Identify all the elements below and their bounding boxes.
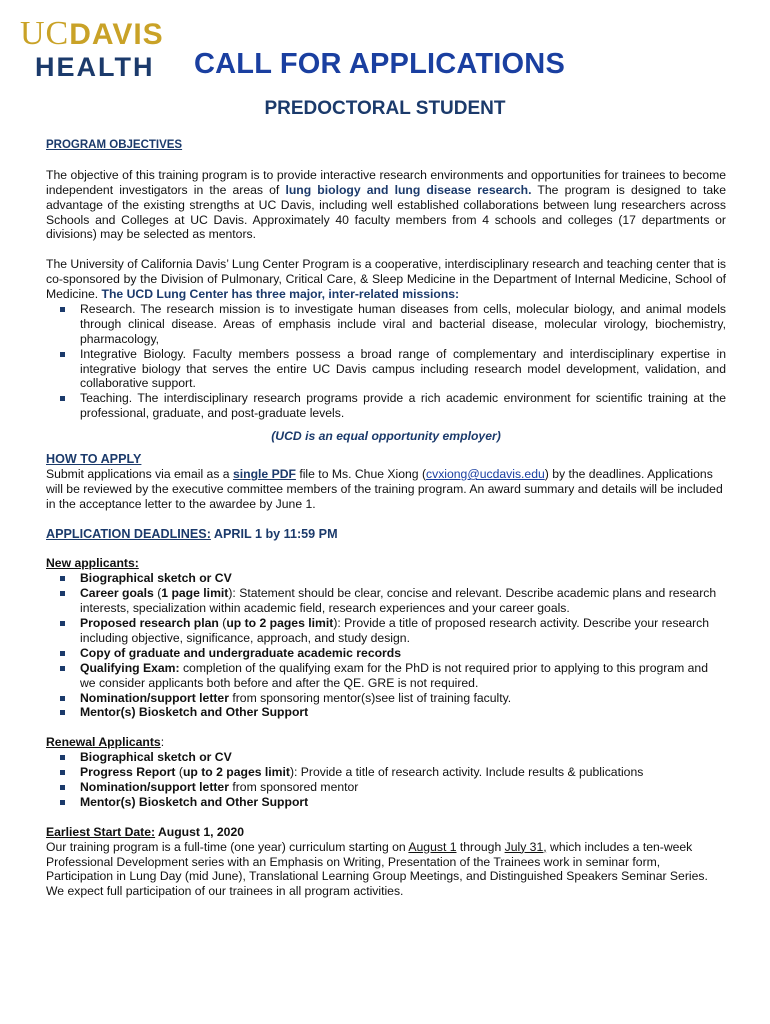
eeo-statement: (UCD is an equal opportunity employer) <box>271 429 501 444</box>
start-jul31: July 31, <box>504 839 547 854</box>
objectives-p2-text-a: The University of California Davis’ Lung Center Program is a cooperative, interdisciplinary research and teaching center that is co-sponsored by the Division of Pulmonary, Critical Care, & Sleep Medicine in the Department of Internal Medicine, School of Medicine. <box>46 257 726 302</box>
deadlines-heading: APPLICATION DEADLINES: <box>46 526 211 541</box>
list-item <box>46 616 726 646</box>
bullet-icon <box>60 696 65 701</box>
apply-text-c: ) by the deadlines. Applications will be reviewed by the executive committee members of the training program. An award summary and details will be included in the acceptance letter to the awardee by June 1. <box>46 467 723 511</box>
renewal-heading-text: Renewal Applicants <box>46 735 161 750</box>
new-item-qualifying-exam-label: Qualifying Exam: <box>80 660 180 675</box>
list-item <box>46 765 726 780</box>
paren-open: ( <box>218 616 227 631</box>
new-item-research-plan-label: Proposed research plan <box>80 616 219 631</box>
objectives-paragraph-1 <box>46 168 726 243</box>
list-item <box>46 661 726 691</box>
bullet-icon <box>60 755 65 760</box>
new-applicants-heading: New applicants: <box>46 556 139 571</box>
start-text-b: which includes a ten-week Professional Development series with an Emphasis on Writing, Presentation of the Trainees work in seminar form, Participation in Lung Day (mid June), Translational Learning Group Meetings, and Distinguished Speakers Seminar Series. We expect full participation of our trainees in all program activities. <box>46 839 708 899</box>
list-item <box>46 646 726 661</box>
objectives-p1-text-a: The objective of this training program is to provide interactive research environments and opportunities for trainees to become independent investigators in the areas of <box>46 167 726 197</box>
bullet-icon <box>60 710 65 715</box>
logo-health-text: HEALTH <box>35 52 155 82</box>
objectives-p1-text-b: The program is designed to take advantage of the existing strengths at UC Davis, including well established collaborations between lung researchers across Schools and Colleges at UC Davis. Approximately 40 faculty members from 4 schools and colleges (17 departments or divisions) may be selected as mentors. <box>46 182 726 242</box>
bullet-icon <box>60 651 65 656</box>
renewal-item-progress-text: ): Provide a title of research activity. Include results & publications <box>289 765 644 780</box>
renewal-heading <box>46 735 726 750</box>
bullet-icon <box>60 352 65 357</box>
new-item-career-goals-text: ): Statement should be clear, concise and relevant. Describe academic plans and research interests, specialization within academic field, research experiences and your career goals. <box>80 586 717 616</box>
paren-open: ( <box>175 765 183 780</box>
list-item <box>46 391 726 421</box>
bullet-icon <box>60 666 65 671</box>
start-aug1: August 1 <box>408 839 457 854</box>
bullet-icon <box>60 621 65 626</box>
bullet-icon <box>60 307 65 312</box>
renewal-item-biosketch: Biographical sketch or CV <box>80 750 232 765</box>
renewal-item-nomination-label: Nomination/support letter <box>80 779 229 794</box>
start-date-label: Earliest Start Date: <box>46 824 156 839</box>
logo-uc-text: UC <box>20 15 70 52</box>
deadlines-line <box>46 527 726 542</box>
renewal-item-mentor-biosketch: Mentor(s) Biosketch and Other Support <box>80 794 309 809</box>
page-subtitle: PREDOCTORAL STUDENT <box>264 98 506 119</box>
how-to-apply-paragraph <box>46 467 726 512</box>
start-date-value: August 1, 2020 <box>155 824 245 839</box>
document-body <box>46 138 726 899</box>
new-item-nomination-text: from sponsoring mentor(s)see list of training faculty. <box>228 690 512 705</box>
page-title: CALL FOR APPLICATIONS <box>194 48 565 80</box>
apply-text-a: Submit applications via email as a <box>46 467 233 481</box>
renewal-item-nomination-text: from sponsored mentor <box>228 779 359 794</box>
new-item-qualifying-exam-text: completion of the qualifying exam for the PhD is not required prior to applying to this program and we consider applicants both before and after the QE. GRE is not required. <box>80 660 708 690</box>
mission-integrative-biology: Integrative Biology. Faculty members possess a broad range of complementary and interdisciplinary expertise in integrative biology that serves the entire UC Davis campus including research model development, validation, and collaborative support. <box>80 346 726 391</box>
how-to-apply-heading: HOW TO APPLY <box>46 452 142 467</box>
objectives-paragraph-2 <box>46 257 726 302</box>
list-item <box>46 795 726 810</box>
new-item-mentor-biosketch: Mentor(s) Biosketch and Other Support <box>80 705 309 720</box>
objectives-p2-highlight: The UCD Lung Center has three major, inter-related missions: <box>101 287 460 302</box>
list-item <box>46 750 726 765</box>
objectives-heading: PROGRAM OBJECTIVES <box>46 139 183 151</box>
start-through: through <box>456 839 505 854</box>
missions-list <box>46 302 726 421</box>
renewal-item-progress-label: Progress Report <box>80 765 176 780</box>
new-item-biosketch: Biographical sketch or CV <box>80 571 232 586</box>
list-item <box>46 347 726 392</box>
new-item-career-goals-limit: 1 page limit <box>161 586 229 601</box>
list-item <box>46 586 726 616</box>
new-item-academic-records: Copy of graduate and undergraduate academic records <box>80 645 402 660</box>
bullet-icon <box>60 800 65 805</box>
deadline-value: APRIL 1 by 11:59 PM <box>210 526 338 541</box>
start-date-line <box>46 825 726 840</box>
renewal-list <box>46 750 726 810</box>
start-paragraph <box>46 840 726 900</box>
new-item-research-plan-text: ): Provide a title of proposed research activity. Describe your research including objective, significance, approach, and study design. <box>80 616 710 645</box>
single-pdf-emphasis: single PDF <box>232 467 296 481</box>
apply-text-b: file to Ms. Chue Xiong ( <box>295 467 427 481</box>
new-item-research-plan-limit: up to 2 pages limit <box>226 616 334 631</box>
mission-research: Research. The research mission is to investigate human diseases from cells, molecular biology, and animal models through clinical disease. Areas of emphasis include viral and bacterial disease, molecular virology, biochemistry, pharmacology, <box>80 301 726 346</box>
renewal-colon: : <box>160 735 165 750</box>
mission-teaching: Teaching. The interdisciplinary research programs provide a rich academic environment for scientific training at the professional, graduate, and post-graduate levels. <box>80 391 726 421</box>
new-item-nomination-label: Nomination/support letter <box>80 690 229 705</box>
new-item-career-goals-label: Career goals <box>80 586 154 601</box>
list-item <box>46 691 726 706</box>
objectives-p1-highlight: lung biology and lung disease research. <box>285 182 532 197</box>
bullet-icon <box>60 770 65 775</box>
renewal-item-progress-limit: up to 2 pages limit <box>182 765 290 780</box>
bullet-icon <box>60 591 65 596</box>
list-item <box>46 705 726 720</box>
bullet-icon <box>60 785 65 790</box>
contact-email-link[interactable]: cvxiong@ucdavis.edu <box>426 467 545 481</box>
bullet-icon <box>60 576 65 581</box>
logo-davis-text: DAVIS <box>69 18 164 51</box>
bullet-icon <box>60 396 65 401</box>
ucdavis-health-logo <box>20 15 164 82</box>
new-applicants-list <box>46 571 726 720</box>
list-item <box>46 780 726 795</box>
paren-open: ( <box>153 586 162 601</box>
start-text-a: Our training program is a full-time (one year) curriculum starting on <box>46 839 409 854</box>
list-item <box>46 571 726 586</box>
list-item <box>46 302 726 347</box>
